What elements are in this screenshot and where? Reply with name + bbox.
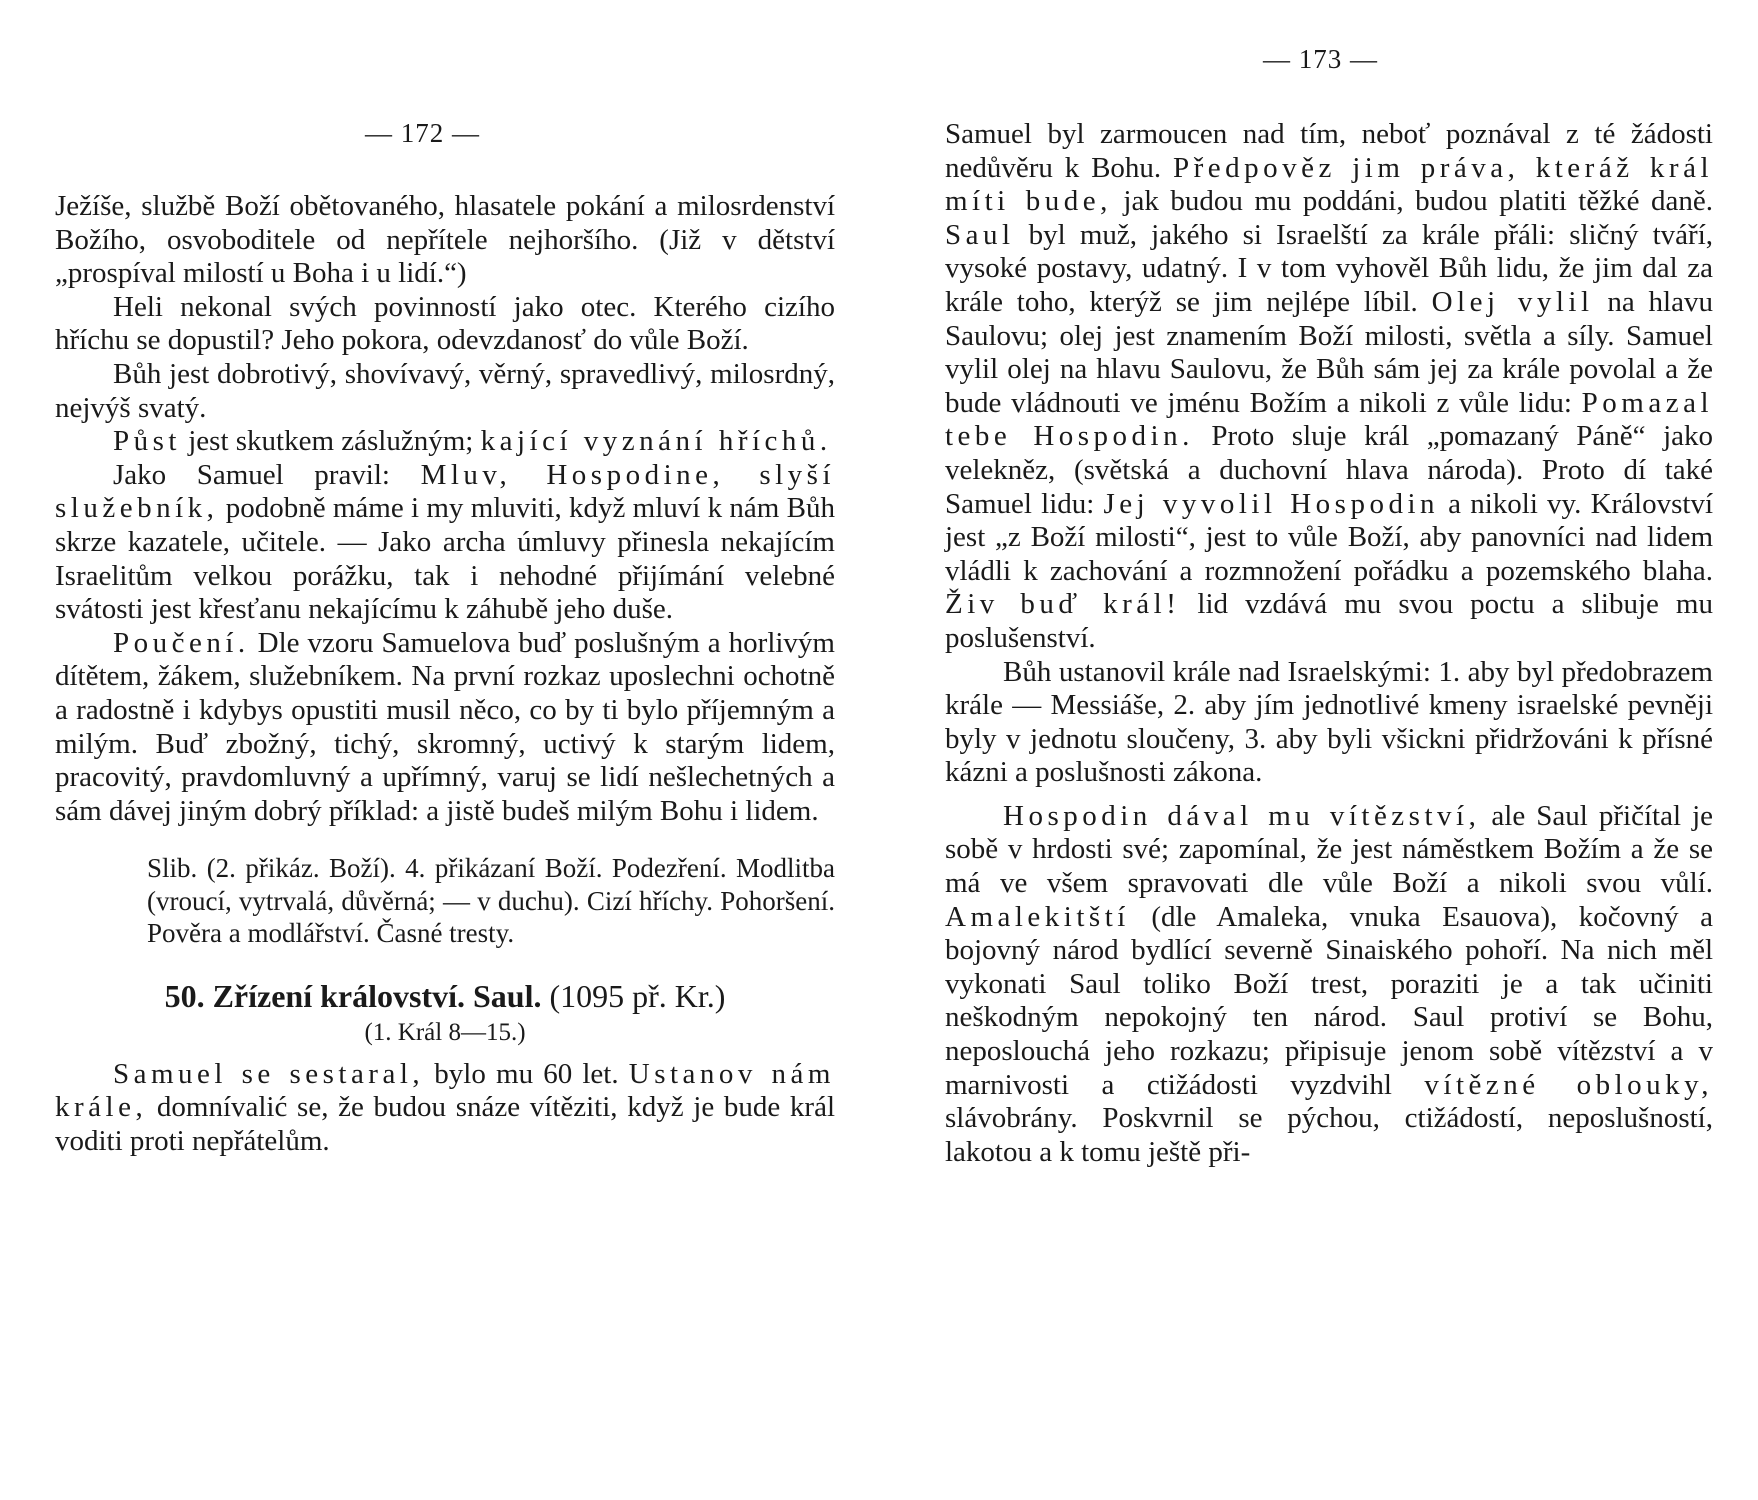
spaced-emphasis: Samuel se sestaral, <box>113 1057 425 1090</box>
paragraph-text: Proto sluje král „pomazaný Páně“ jako velekněz, (světská a duchovní hlava národa). Proto dí také Samuel lidu: <box>945 420 1713 520</box>
paragraph-text: (dle Amaleka, vnuka Esauova), kočovný a bojovný národ bydlící severně Sinaiského pohoří. Na nich měl vykonati Saul toliko Boží trest, poraziti je a tak učiniti neškodným nepokojný ten národ. Saul protiví se Bohu, neposlouchá jeho rozkazu; připisuje jenom sobě vítězství a v marnivosti a ctižádosti vyzdvihl <box>945 900 1713 1101</box>
page-number: — 172 — <box>365 118 480 148</box>
paragraph-text: bylo mu 60 let. <box>424 1057 629 1090</box>
paragraph <box>945 118 1713 656</box>
spaced-emphasis: Předpověz jim práva, kteráž král míti bude, <box>945 151 1714 218</box>
heading-date: (1095 př. Kr.) <box>549 977 726 1014</box>
spaced-emphasis: Ustanov nám krále, <box>55 1057 835 1124</box>
paragraph <box>55 425 835 459</box>
paragraph-text: na hlavu Saulovu; olej jest znamením Boží milosti, světla a síly. Samuel vylil olej na hlavu Saulovu, že Bůh sám jej za krále povolal a že bude vládnouti ve jménu Božím a nikoli z vůle lidu: <box>945 285 1713 419</box>
heading-number: 50. <box>164 977 205 1014</box>
paragraph-text: ale Saul přičítal je sobě v hrdosti své; zapomínal, že jest náměstkem Božím a že se má ve všem spravovati dle vůle Boží a nikoli svou vůlí. <box>945 799 1713 900</box>
paragraph-text: a nikoli vy. Království jest „z Boží milosti“, jest to vůle Boží, aby panovníci nad lidem vládli k zachování a rozmnožení pořádku a pozemského blaha. <box>945 487 1713 587</box>
section-subheading: (1. Král 8—15.) <box>364 1018 526 1046</box>
paragraph <box>55 627 835 829</box>
spaced-emphasis: kající vyznání hříchů. <box>480 425 832 458</box>
right-page-text <box>945 118 1713 1169</box>
spaced-emphasis: vítězné oblouky, <box>1424 1068 1714 1101</box>
paragraph: Bůh ustanovil krále nad Israelskými: 1. aby byl předobrazem krále — Messiáše, 2. aby jím jednotlivé kmeny israelské pevněji byly v jednotu sloučeny, 3. aby byli všickni přidržováni k přísné kázni a poslušnosti zákona. <box>945 655 1713 789</box>
spaced-emphasis: Mluv, Hospodine, slyší služebník, <box>55 458 836 525</box>
paragraph-text: jak budou mu poddáni, budou platiti těžké daně. <box>1111 185 1713 218</box>
heading-title: Zřízení království. Saul. <box>212 977 542 1014</box>
note: Slib. (2. přikáz. Boží). 4. přikázaní Boží. Podezření. Modlitba (vroucí, vytrvalá, důvěrná; — v duchu). Cizí hříchy. Pohoršení. Pověra a modlářství. Časné tresty. <box>147 853 835 949</box>
paragraph-text: domnívalić se, že budou snáze vítěziti, když je bude král voditi proti nepřátelům. <box>55 1091 835 1157</box>
paragraph-text: slávobrány. Poskvrnil se pýchou, ctižádostí, neposlušností, lakotou a k tomu ještě při- <box>945 1102 1713 1168</box>
paragraph <box>55 1058 835 1159</box>
spaced-emphasis: Živ buď král! <box>945 588 1181 621</box>
section-heading <box>55 976 835 1016</box>
paragraph: Heli nekonal svých povinností jako otec. Kterého cizího hříchu se dopustil? Jeho pokora, odevzdanosť do vůle Boží. <box>55 290 835 357</box>
paragraph-text: jest skutkem záslužným; <box>180 425 481 458</box>
paragraph-text: Jako Samuel pravil: <box>113 458 421 491</box>
left-page-text <box>55 190 835 1159</box>
paragraph-text: Dle vzoru Samuelova buď poslušným a horlivým dítětem, žákem, služebníkem. Na první rozkaz uposlechni ochotně a radostně i kdybys opustiti musil něco, co by ti bylo příjemným a milým. Buď zbožný, tichý, skromný, uctivý k starým lidem, pracovitý, pravdomluvný a upřímný, varuj se lidí nešlechetných a sám dávej jiným dobrý příklad: a jistě budeš milým Bohu i lidem. <box>55 626 835 827</box>
spaced-emphasis: Jej vyvolil Hospodin <box>1103 487 1439 520</box>
spaced-emphasis: Amalekitští <box>945 900 1130 933</box>
paragraph-text: lid vzdává mu svou poctu a slibuje mu poslušenství. <box>945 588 1713 654</box>
paragraph-text: byl muž, jakého si Israelští za krále přáli: sličný tváří, vysoké postavy, udatný. I v tom vyhověl Bůh lidu, že jim dal za krále toho, kterýž se jim nejlépe líbil. <box>945 218 1713 318</box>
spaced-emphasis: Půst <box>113 425 181 458</box>
paragraph: Ježíše, službě Boží obětovaného, hlasatele pokání a milosrdenství Božího, osvoboditele od nepřítele nejhoršího. (Již v dětství „prospíval milostí u Boha i u lidí.“) <box>55 190 835 290</box>
spaced-emphasis: Saul <box>945 218 1015 251</box>
paragraph <box>55 459 835 627</box>
spaced-emphasis: Pomazal tebe Hospodin. <box>945 386 1713 453</box>
page-number: — 173 — <box>1263 44 1378 74</box>
spaced-emphasis: Hospodin dával mu vítězství, <box>1003 799 1481 832</box>
paragraph: Bůh jest dobrotivý, shovívavý, věrný, spravedlivý, milosrdný, nejvýš svatý. <box>55 357 835 424</box>
right-page <box>945 0 1713 1500</box>
spaced-emphasis: Poučení. <box>113 626 250 659</box>
paragraph <box>945 800 1713 1170</box>
spaced-emphasis: Olej vylil <box>1431 285 1594 318</box>
paragraph-text: Samuel byl zarmoucen nad tím, neboť poznával z té žádosti nedůvěru k Bohu. <box>945 118 1713 184</box>
paragraph-text: podobně máme i my mluviti, když mluví k nám Bůh skrze kazatele, učitele. — Jako archa úmluvy přinesla nekajícím Israelitům velkou porážku, tak i nehodné přijímání velebné svátosti jest křesťanu nekajícímu k záhubě jeho duše. <box>55 492 835 626</box>
left-page <box>55 0 835 1500</box>
